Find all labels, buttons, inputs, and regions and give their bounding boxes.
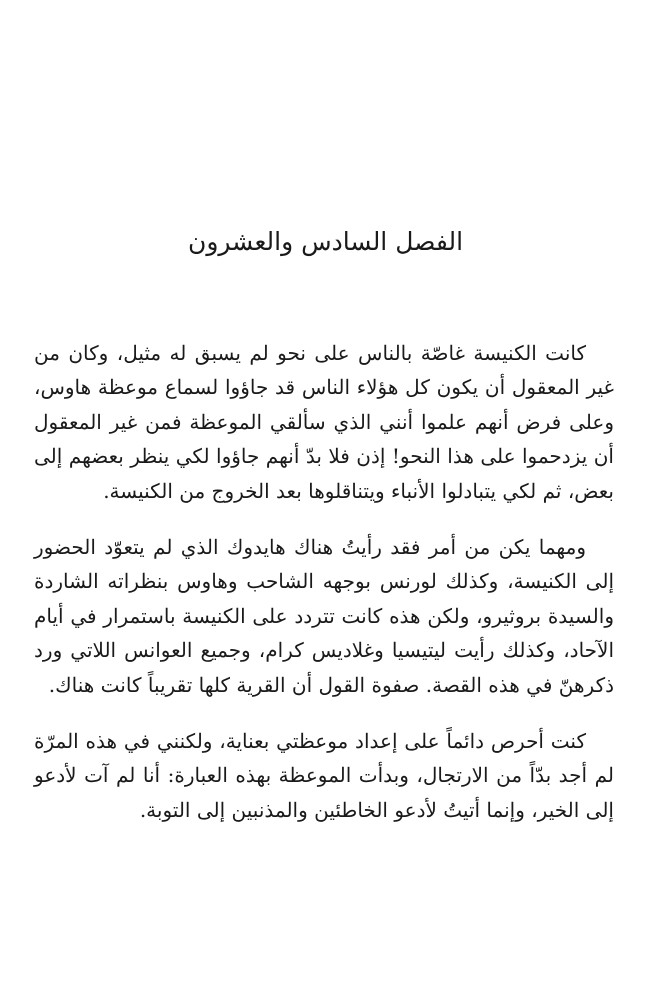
paragraph-3: كنت أحرص دائماً على إعداد موعظتي بعناية، ولكنني في هذه المرّة لم أجد بدّاً من الارتجال، وبدأت الموعظة بهذه العبارة: أنا لم آت لأدعو إلى الخير، وإنما أتيتُ لأدعو الخاطئين والمذنبين إلى التوبة. bbox=[34, 729, 614, 822]
chapter-body bbox=[34, 336, 614, 849]
paragraph-2: ومهما يكن من أمر فقد رأيتُ هناك هايدوك الذي لم يتعوّد الحضور إلى الكنيسة، وكذلك لورنس بوجهه الشاحب وهاوس بنظراته الشاردة والسيدة بروثيرو، ولكن هذه كانت تتردد على الكنيسة باستمرار في أيام الآحاد، وكذلك رأيت ليتيسيا وغلاديس كرام، وجميع العوانس اللاتي ورد ذكرهنّ في هذه القصة. صفوة القول أن القرية كلها تقريباً كانت هناك. bbox=[34, 535, 614, 697]
paragraph-1: كانت الكنيسة غاصّة بالناس على نحو لم يسبق له مثيل، وكان من غير المعقول أن يكون كل هؤلاء الناس قد جاؤوا لسماع موعظة هاوس، وعلى فرض أنهم علموا أنني الذي سألقي الموعظة فمن غير المعقول أن يزدحموا على هذا النحو! إذن فلا بدّ أنهم جاؤوا لكي ينظر بعضهم إلى بعض، ثم لكي يتبادلوا الأنباء ويتناقلوها بعد الخروج من الكنيسة. bbox=[34, 341, 614, 503]
chapter-title: الفصل السادس والعشرون bbox=[187, 227, 464, 256]
